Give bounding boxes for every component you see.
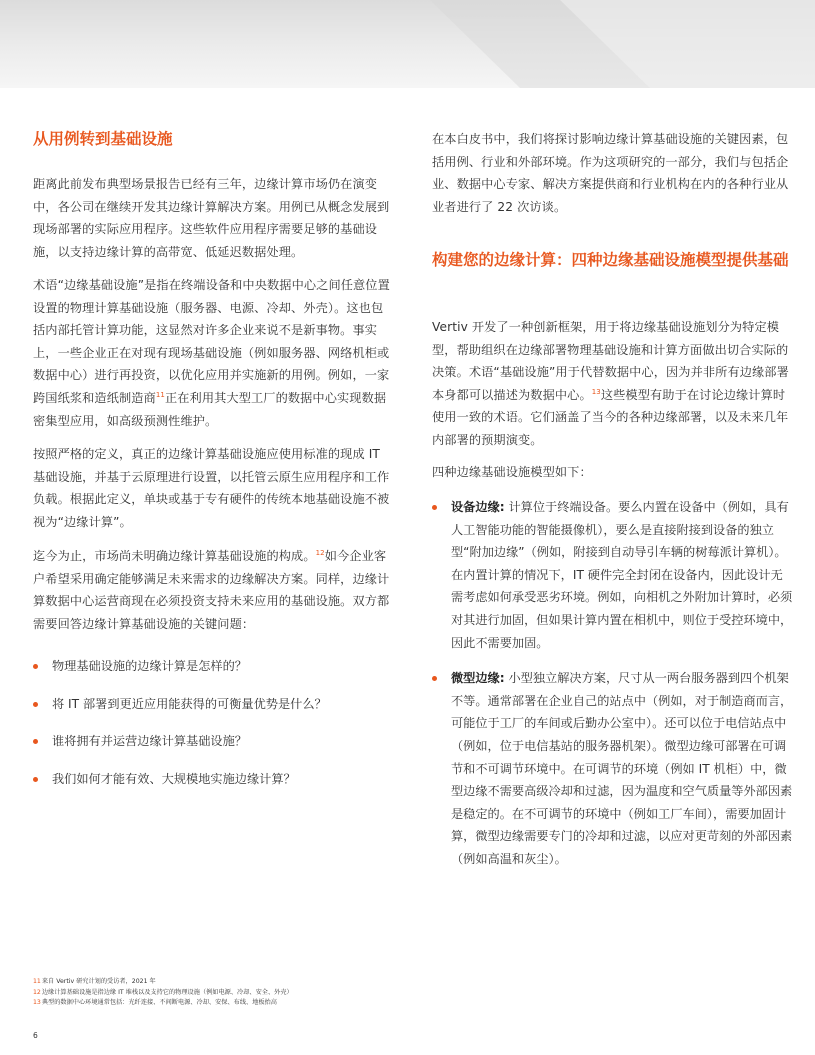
model-description: 计算位于终端设备。要么内置在设备中（例如，具有人工智能功能的智能摄像机），要么是直接附接到设备的独立型“附加边缘”（例如，附接到自动导引车辆的树莓派计算机）。在内置计算的情况下，IT 硬件完全封闭在设备内，因此设计无需考虑如何承受恶劣环境。例如，向相机之外附加计算时，必须对其进行加固，但如果计算内置在相机中，则位于受控环境中，因此不需要加固。	[451, 500, 793, 650]
right-paragraph-2a: Vertiv 开发了一种创新框架，用于将边缘基础设施划分为特定模型，帮助组织在边缘部署物理基础设施和计算方面做出切合实际的决策。术语“基础设施”用于代替数据中心，因为并非所有边缘部署本身都可以描述为数据中心。	[432, 320, 789, 402]
bullet-icon	[33, 739, 38, 744]
question-text: 谁将拥有并运营边缘计算基础设施？	[52, 734, 247, 749]
list-item	[432, 667, 794, 870]
footnote-11	[33, 977, 733, 988]
left-paragraph-2a: 术语“边缘基础设施”是指在终端设备和中央数据中心之间任意位置设置的物理计算基础设施（服务器、电源、冷却、外壳）。这也包括内部托管计算功能，这显然对许多企业来说不是新事物。事实上，一些企业正在对现有现场基础设施（例如服务器、网络机柜或数据中心）进行再投资，以优化应用并实施新的用例。例如，一家跨国纸浆和造纸制造商	[33, 278, 390, 405]
footnote-number: 12	[33, 988, 41, 996]
footnote-text: 来自 Vertiv 研究计划的受访者，2021 年	[41, 978, 156, 985]
right-paragraph-2	[432, 316, 794, 452]
bullet-icon	[432, 505, 437, 510]
list-item	[33, 768, 393, 791]
right-paragraph-1: 在本白皮书中，我们将探讨影响边缘计算基础设施的关键因素，包括用例、行业和外部环境。作为这项研究的一部分，我们与包括企业、数据中心专家、解决方案提供商和行业机构在内的各种行业从业者进行了 22 次访谈。	[432, 132, 789, 214]
footnotes	[33, 977, 733, 1009]
header-graphic	[0, 0, 815, 88]
left-paragraph-4	[33, 545, 393, 635]
bullet-icon	[33, 702, 38, 707]
footnote-number: 13	[33, 999, 41, 1006]
key-questions-list	[33, 655, 393, 805]
left-paragraph-1: 距离此前发布典型场景报告已经有三年，边缘计算市场仍在演变中，各公司在继续开发其边缘计算解决方案。用例已从概念发展到现场部署的实际应用程序。这些软件应用程序需要足够的基础设施，以支持边缘计算的高带宽、低延迟数据处理。	[33, 177, 390, 259]
footnote-text: 典型的数据中心环境通常包括：光纤连接、不间断电源、冷却、安保、布线、地板抬高	[41, 999, 277, 1006]
footnote-12	[33, 988, 733, 999]
left-paragraph-2b: 正在利用其大型工厂的数据中心实现数据密集型应用，如高级预测性维护。	[33, 390, 387, 428]
models-list	[432, 496, 794, 884]
left-paragraph-4b: 如今企业客户希望采用确定能够满足未来需求的边缘解决方案。同样，边缘计算数据中心运营商现在必须投资支持未来应用的基础设施。双方都需要回答边缘计算基础设施的关键问题：	[33, 549, 390, 631]
model-description: 小型独立解决方案，尺寸从一两台服务器到四个机架不等。通常部署在企业自己的站点中（例如，对于制造商而言，可能位于工厂的车间或后勤办公室中）。还可以位于电信站点中（例如，位于电信基站的服务器机架）。微型边缘可部署在可调节和不可调节环境中。在可调节的环境（例如 IT 机柜）中，微型边缘不需要高级冷却和过滤，因为温度和空气质量等外部因素是稳定的。在不可调节的环境中（例如工厂车间），需要加固计算，微型边缘需要专门的冷却和过滤，以应对更苛刻的外部因素（例如高温和灰尘）。	[451, 671, 793, 866]
footnote-text: 边缘计算基础设施是指边缘 IT 堆栈以及支持它的物理设施（例如电源、冷却、安全、外壳）	[41, 988, 293, 996]
model-term: 设备边缘:	[451, 500, 505, 514]
left-heading: 从用例转到基础设施	[33, 130, 173, 148]
model-term: 微型边缘:	[451, 671, 505, 686]
footnote-ref-11: 11	[155, 390, 165, 399]
footnote-number: 11	[33, 978, 41, 985]
footnote-ref-13: 13	[591, 387, 601, 396]
question-text: 物理基础设施的边缘计算是怎样的？	[52, 659, 247, 673]
question-text: 将 IT 部署到更近应用能获得的可衡量优势是什么？	[52, 696, 327, 711]
page-number: 6	[33, 1031, 38, 1040]
header-band	[0, 0, 815, 88]
footnote-13	[33, 998, 733, 1009]
footnote-ref-12: 12	[315, 548, 325, 557]
right-paragraph-2b: 这些模型有助于在讨论边缘计算时使用一致的术语。它们涵盖了当今的各种边缘部署，以及未来几年内部署的预期演变。	[432, 387, 789, 447]
left-paragraph-4a: 迄今为止，市场尚未明确边缘计算基础设施的构成。	[33, 549, 316, 563]
list-item	[33, 730, 393, 753]
list-item	[33, 655, 393, 678]
bullet-icon	[33, 777, 38, 782]
bullet-icon	[432, 676, 437, 681]
question-text: 我们如何才能有效、大规模地实施边缘计算？	[52, 771, 296, 786]
list-item	[432, 496, 794, 654]
left-paragraph-3: 按照严格的定义，真正的边缘计算基础设施应使用标准的现成 IT 基础设施，并基于云原理进行设置，以托管云原生应用程序和工作负载。根据此定义，单块或基于专有硬件的传统本地基础设施不被视为“边缘计算”。	[33, 447, 390, 529]
list-item	[33, 693, 393, 716]
bullet-icon	[33, 664, 38, 669]
right-paragraph-3: 四种边缘基础设施模型如下：	[432, 465, 592, 479]
right-heading: 构建您的边缘计算：四种边缘基础设施模型提供基础	[432, 251, 789, 269]
left-paragraph-2	[33, 274, 393, 432]
